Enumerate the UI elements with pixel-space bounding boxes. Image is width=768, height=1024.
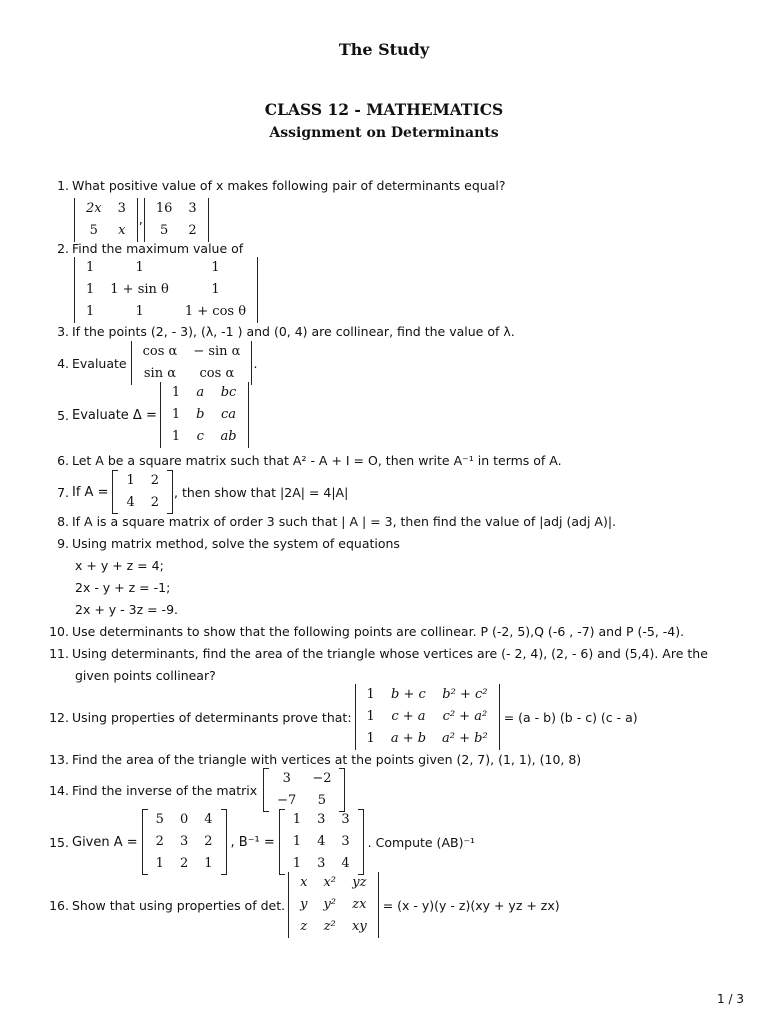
determinant (160, 382, 249, 448)
matrix (263, 768, 345, 812)
cell: 1 (86, 260, 95, 275)
cell: z² (323, 919, 336, 934)
question-middle: , B⁻¹ = (230, 834, 275, 850)
comma: , (138, 211, 143, 227)
cell: c + a (391, 709, 426, 724)
cell: z (300, 919, 308, 934)
cell: 3 (317, 812, 326, 827)
question-number: 16. (49, 897, 69, 913)
question-15 (0, 809, 740, 875)
question-number: 15. (49, 834, 69, 850)
cell: 2 (155, 834, 164, 849)
cell: 1 (292, 856, 302, 871)
question-number: 12. (49, 709, 69, 725)
question-text: Using matrix method, solve the system of equations (72, 536, 400, 551)
cell: 3 (117, 201, 126, 216)
question-text: Use determinants to show that the following points are collinear. P (-2, 5),Q (-6 , -7) and P (-5, -4). (72, 624, 685, 639)
cell: 1 (135, 260, 144, 275)
cell: 1 (366, 731, 375, 746)
cell: bc (220, 385, 237, 400)
cell: 2 (179, 856, 189, 871)
cell: −7 (277, 793, 297, 808)
cell: − sin α (193, 344, 241, 359)
cell: 3 (341, 834, 350, 849)
cell: xy (352, 919, 367, 934)
question-number: 5. (57, 407, 69, 423)
cell: x² (323, 875, 336, 890)
cell: 1 + cos θ (184, 304, 247, 319)
cell: yz (352, 875, 367, 890)
cell: 5 (89, 223, 98, 238)
question-suffix: = (x - y)(y - z)(xy + yz + zx) (382, 897, 560, 913)
cell: 1 (86, 304, 95, 319)
question-number: 9. (57, 536, 69, 551)
determinant-right (144, 198, 209, 242)
question-number: 10. (49, 624, 69, 639)
cell: 1 + sin θ (110, 282, 169, 297)
cell: 3 (317, 856, 326, 871)
question-text: Let A be a square matrix such that A² - A + I = O, then write A⁻¹ in terms of A. (72, 453, 562, 468)
question-number: 8. (57, 514, 69, 529)
cell: ab (220, 429, 237, 444)
cell: 3 (282, 771, 291, 786)
question-text: Find the area of the triangle with vertices at the points given (2, 7), (1, 1), (10, 8) (72, 752, 582, 767)
cell: 1 (171, 429, 181, 444)
cell: −2 (312, 771, 332, 786)
cell: 1 (86, 282, 95, 297)
cell: 0 (179, 812, 189, 827)
cell: a² + b² (442, 731, 488, 746)
question-11-continued: given points collinear? (75, 668, 216, 683)
question-prefix: Evaluate Δ = (72, 407, 157, 423)
determinant (74, 257, 258, 323)
question-text: What positive value of x makes following pair of determinants equal? (72, 178, 506, 193)
question-12 (0, 684, 740, 750)
determinant-left (74, 198, 138, 242)
determinant (355, 684, 500, 750)
cell: 3 (341, 812, 350, 827)
cell: b + c (391, 687, 426, 702)
page-indicator: 1 / 3 (717, 992, 744, 1006)
cell: 1 (155, 856, 164, 871)
question-16 (0, 872, 740, 938)
cell: 2 (188, 223, 197, 238)
cell: 2 (204, 834, 213, 849)
question-1 (0, 178, 740, 193)
cell: 1 (366, 687, 375, 702)
matrix-a (142, 809, 227, 875)
cell: y² (323, 897, 337, 912)
cell: sin α (143, 366, 177, 381)
cell: cos α (199, 366, 235, 381)
question-11 (0, 646, 740, 661)
question-10 (0, 624, 740, 639)
cell: 2 (150, 495, 160, 510)
question-number: 7. (57, 484, 69, 500)
cell: x (118, 223, 126, 238)
question-13 (0, 752, 740, 767)
cell: cos α (142, 344, 178, 359)
cell: x (300, 875, 308, 890)
cell: 1 (126, 473, 135, 488)
determinant (288, 872, 379, 938)
matrix-b-inverse (279, 809, 364, 875)
cell: 1 (211, 260, 220, 275)
question-number: 11. (49, 646, 69, 661)
question-text: If A is a square matrix of order 3 such that | A | = 3, then find the value of |adj (adj A)|. (72, 514, 617, 529)
cell: a (196, 385, 205, 400)
question-8 (0, 514, 740, 529)
cell: 3 (188, 201, 197, 216)
question-9 (0, 536, 740, 551)
equation-1: x + y + z = 4; (75, 558, 164, 573)
cell: 4 (317, 834, 326, 849)
cell: 16 (155, 201, 173, 216)
question-number: 6. (57, 453, 69, 468)
cell: b (196, 407, 205, 422)
cell: c (196, 429, 204, 444)
cell: 1 (366, 709, 375, 724)
question-5 (0, 382, 740, 448)
cell: 5 (160, 223, 169, 238)
question-suffix: . (253, 355, 258, 371)
cell: b² + c² (442, 687, 488, 702)
question-3 (0, 324, 740, 339)
question-text: If the points (2, - 3), (λ, -1 ) and (0, 4) are collinear, find the value of λ. (72, 324, 515, 339)
question-suffix: , then show that |2A| = 4|A| (174, 484, 349, 500)
question-suffix: . Compute (AB)⁻¹ (367, 834, 476, 850)
question-prefix: Show that using properties of det. (72, 897, 286, 913)
class-title: CLASS 12 - MATHEMATICS (264, 100, 504, 119)
cell: 5 (317, 793, 327, 808)
question-prefix: Given A = (72, 834, 138, 850)
question-6 (0, 453, 740, 468)
cell: 1 (135, 304, 144, 319)
question-number: 3. (57, 324, 69, 339)
cell: 3 (179, 834, 189, 849)
question-number: 14. (49, 782, 69, 798)
question-2-determinant (73, 257, 259, 323)
cell: 1 (292, 834, 302, 849)
question-number: 13. (49, 752, 69, 767)
cell: 2x (86, 201, 102, 216)
cell: ca (220, 407, 236, 422)
question-number: 4. (57, 355, 69, 371)
question-4 (0, 341, 740, 385)
cell: 4 (341, 856, 350, 871)
question-suffix: = (a - b) (b - c) (c - a) (503, 709, 638, 725)
cell: a + b (390, 731, 427, 746)
question-2 (0, 241, 740, 256)
cell: 1 (171, 385, 181, 400)
question-prefix: Find the inverse of the matrix (72, 782, 258, 798)
question-number: 1. (57, 178, 69, 193)
cell: 2 (150, 473, 160, 488)
question-7 (0, 470, 740, 514)
question-14 (0, 768, 740, 812)
question-prefix: Evaluate (72, 355, 127, 371)
determinant (131, 341, 253, 385)
cell: 1 (211, 282, 220, 297)
cell: 1 (171, 407, 181, 422)
cell: 4 (126, 495, 135, 510)
question-text: Using determinants, find the area of the triangle whose vertices are (- 2, 4), (2, - 6) and (5,4). Are the (72, 646, 708, 661)
cell: 4 (204, 812, 213, 827)
equation-2: 2x - y + z = -1; (75, 580, 171, 595)
equation-3: 2x + y - 3z = -9. (75, 602, 178, 617)
brand-title: The Study (338, 40, 430, 59)
cell: 1 (292, 812, 302, 827)
assignment-title: Assignment on Determinants (269, 125, 499, 141)
matrix (112, 470, 173, 514)
question-prefix: Using properties of determinants prove that: (72, 709, 352, 725)
question-number: 2. (57, 241, 69, 256)
cell: 5 (155, 812, 164, 827)
question-1-determinants (73, 198, 210, 242)
cell: c² + a² (442, 709, 488, 724)
cell: zx (352, 897, 367, 912)
question-prefix: If A = (72, 484, 109, 500)
cell: 1 (204, 856, 213, 871)
cell: y (300, 897, 308, 912)
question-text: Find the maximum value of (72, 241, 244, 256)
